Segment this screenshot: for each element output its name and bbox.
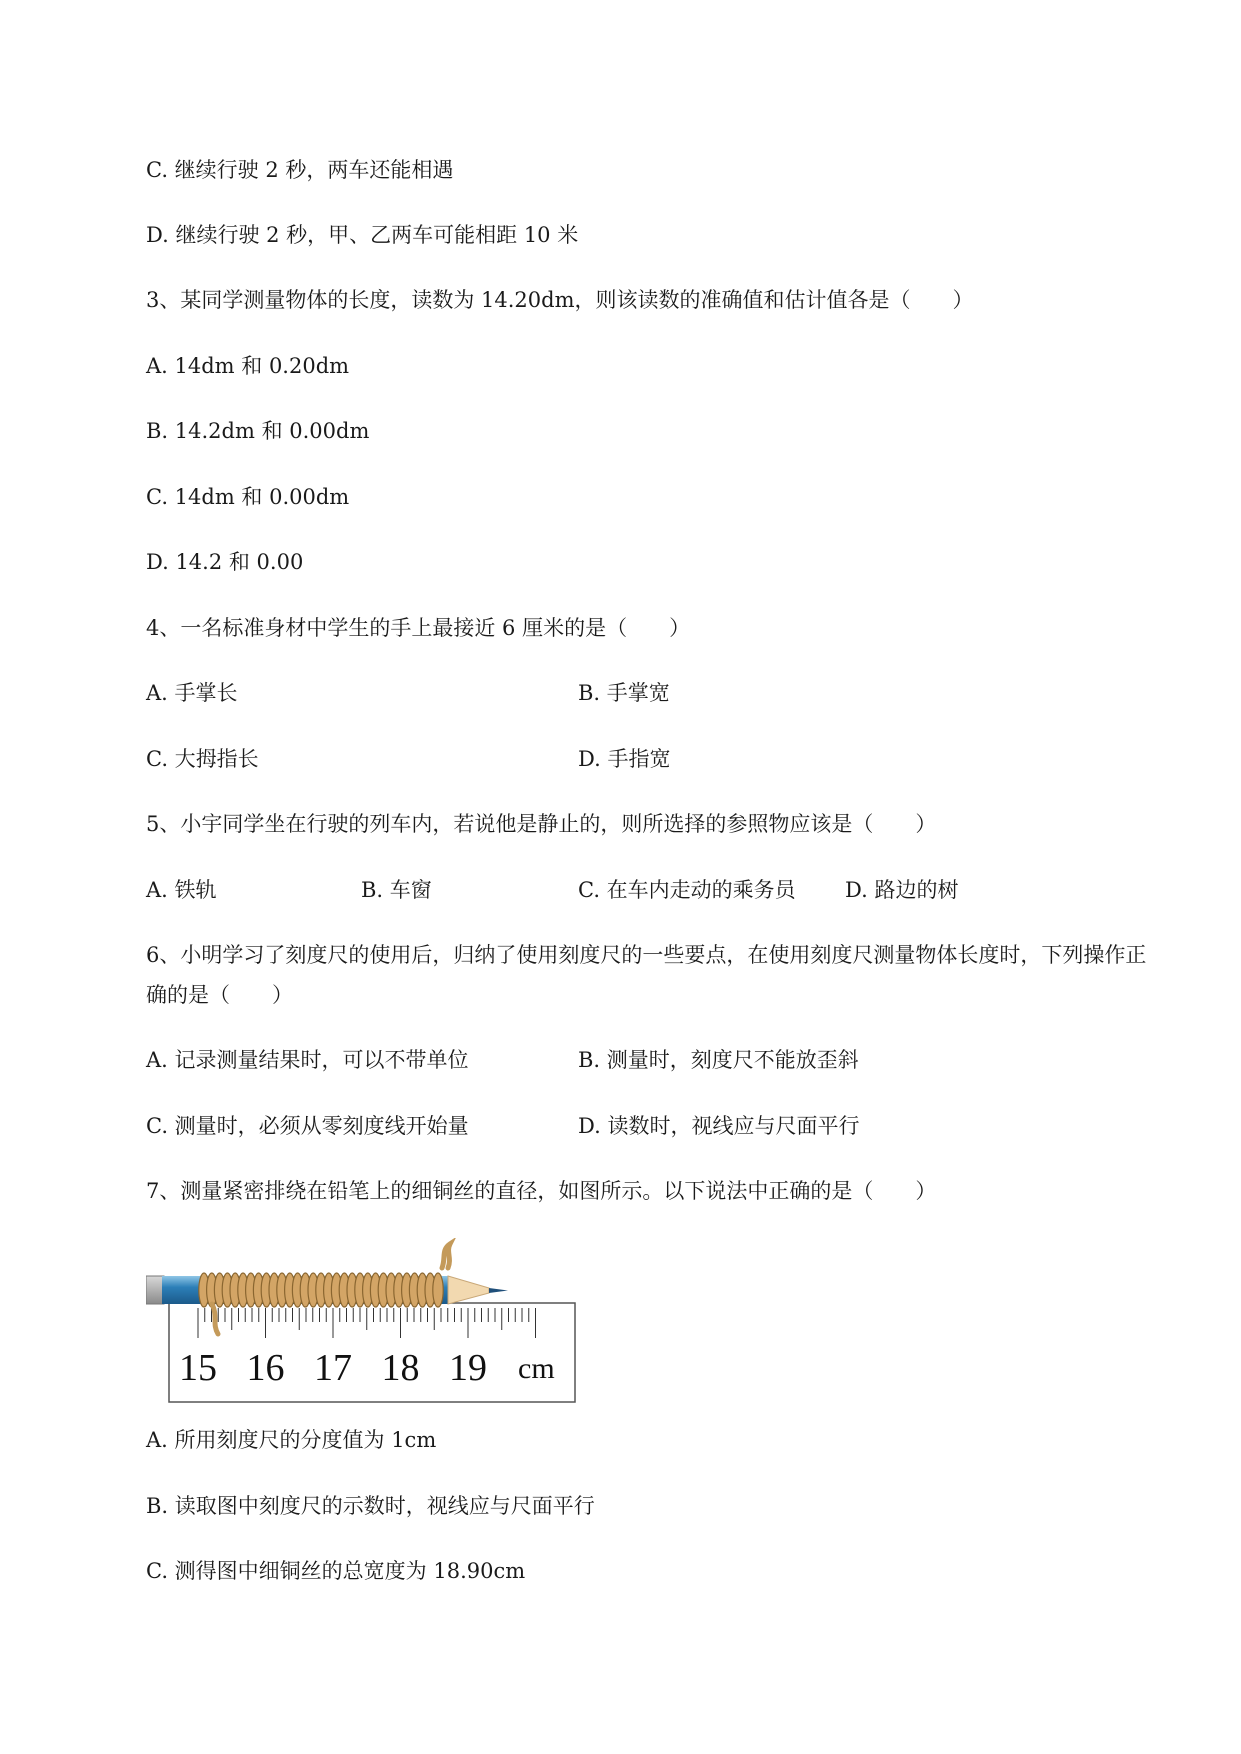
wire-end-top	[442, 1244, 450, 1268]
ruler-number-label: 16	[246, 1347, 285, 1389]
q5-option-c: C. 在车内走动的乘务员	[578, 878, 796, 902]
q6-option-d: D. 读数时，视线应与尺面平行	[578, 1114, 860, 1138]
pencil-ruler-figure	[146, 1238, 586, 1408]
question-5: 5、小宇同学坐在行驶的列车内，若说他是静止的，则所选择的参照物应该是（ ）	[146, 812, 937, 836]
q3-option-a: A. 14dm 和 0.20dm	[146, 354, 350, 378]
ruler-number-label: 15	[179, 1347, 217, 1389]
q7-option-c: C. 测得图中细铜丝的总宽度为 18.90cm	[146, 1559, 526, 1583]
q6-option-b: B. 测量时，刻度尺不能放歪斜	[578, 1048, 859, 1072]
q6-option-c: C. 测量时，必须从零刻度线开始量	[146, 1114, 469, 1138]
ruler-number-label: 17	[314, 1347, 352, 1389]
copper-wire-coil	[199, 1273, 443, 1307]
q5-option-b: B. 车窗	[361, 878, 432, 902]
q4-option-c: C. 大拇指长	[146, 747, 259, 771]
q4-option-a: A. 手掌长	[146, 681, 238, 705]
q4-option-d: D. 手指宽	[578, 747, 671, 771]
q6-option-a: A. 记录测量结果时，可以不带单位	[146, 1048, 469, 1072]
q4-option-b: B. 手掌宽	[578, 681, 670, 705]
q5-option-a: A. 铁轨	[146, 878, 217, 902]
q7-option-a: A. 所用刻度尺的分度值为 1cm	[146, 1428, 437, 1452]
ruler-unit-label: cm	[518, 1352, 555, 1385]
q3-option-c: C. 14dm 和 0.00dm	[146, 485, 350, 509]
ruler	[169, 1303, 575, 1402]
q2-option-c: C. 继续行驶 2 秒，两车还能相遇	[146, 158, 454, 182]
question-7: 7、测量紧密排绕在铅笔上的细铜丝的直径，如图所示。以下说法中正确的是（ ）	[146, 1179, 937, 1203]
question-3: 3、某同学测量物体的长度，读数为 14.20dm，则该读数的准确值和估计值各是（ ）	[146, 288, 974, 312]
q3-option-d: D. 14.2 和 0.00	[146, 550, 304, 574]
q2-option-d: D. 继续行驶 2 秒，甲、乙两车可能相距 10 米	[146, 223, 579, 247]
ruler-number-label: 19	[449, 1347, 487, 1389]
question-6: 6、小明学习了刻度尺的使用后，归纳了使用刻度尺的一些要点，在使用刻度尺测量物体长度时，下列操作正确的是（ ）	[146, 943, 1147, 1007]
question-4: 4、一名标准身材中学生的手上最接近 6 厘米的是（ ）	[146, 616, 691, 640]
wire-turn	[433, 1273, 443, 1307]
ruler-number-label: 18	[381, 1347, 420, 1389]
q5-option-d: D. 路边的树	[845, 878, 959, 902]
q3-option-b: B. 14.2dm 和 0.00dm	[146, 419, 370, 443]
q7-option-b: B. 读取图中刻度尺的示数时，视线应与尺面平行	[146, 1494, 595, 1518]
